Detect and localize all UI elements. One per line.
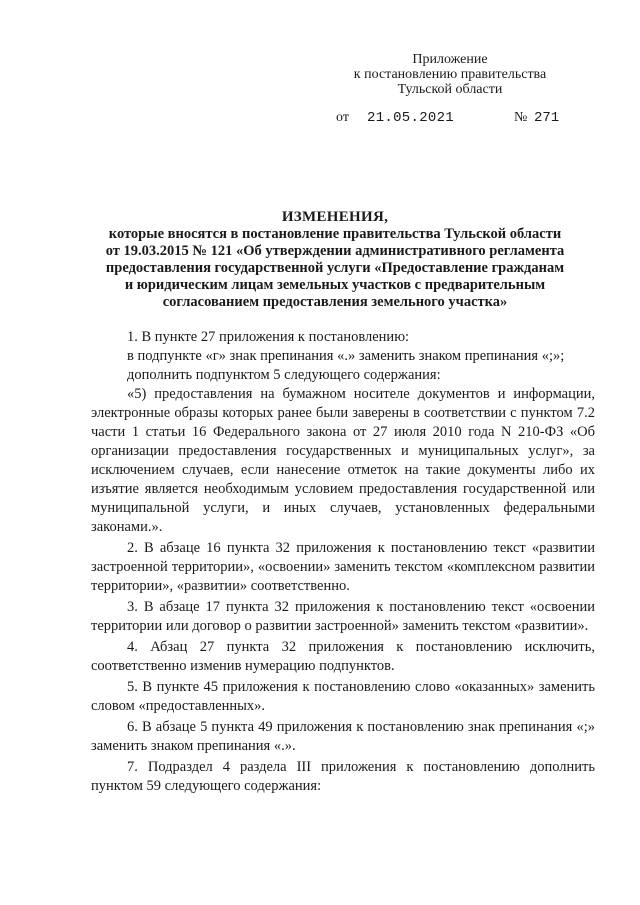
paragraph-item-7: 7. Подраздел 4 раздела III приложения к постановлению дополнить пунктом 59 следующего содержания:	[91, 759, 595, 794]
paragraph-subitem: в подпункте «г» знак препинания «.» заменить знаком препинания «;»;	[127, 348, 565, 364]
header-region-label: Тульской области	[397, 82, 503, 97]
document-number: 271	[534, 110, 560, 126]
title-line: согласованием предоставления земельного участка»	[162, 294, 508, 310]
paragraph-subitem: дополнить подпунктом 5 следующего содержания:	[127, 367, 441, 383]
title-main: ИЗМЕНЕНИЯ,	[281, 209, 389, 225]
date-number-line	[0, 110, 640, 128]
header-resolution-label: к постановлению правительства	[353, 67, 547, 82]
document-header	[330, 52, 570, 97]
header-appendix-label: Приложение	[412, 52, 488, 67]
document-title	[80, 209, 590, 311]
title-line: и юридическим лицам земельных участков с предварительным	[124, 277, 546, 293]
number-sign: №	[514, 110, 528, 125]
paragraph-item-3: 3. В абзаце 17 пункта 32 приложения к постановлению текст «освоении территории или договор о развитии застроенной» заменить текстом «развитии».	[91, 599, 595, 634]
paragraph-item-2: 2. В абзаце 16 пункта 32 приложения к постановлению текст «развитии застроенной территории», «освоении» заменить текстом «комплексном развитии территории», «развитии» соответственно.	[91, 540, 595, 594]
title-line: от 19.03.2015 № 121 «Об утверждении административного регламента	[105, 243, 565, 259]
paragraph-item-4: 4. Абзац 27 пункта 32 приложения к постановлению исключить, соответственно изменив нумерацию подпунктов.	[91, 639, 595, 674]
paragraph-item-1: 1. В пункте 27 приложения к постановлению:	[127, 329, 410, 345]
date-prefix: от	[336, 110, 349, 125]
paragraph-quote: «5) предоставления на бумажном носителе документов и информации, электронные образы которых ранее были заверены в соответствии с пунктом 7.2 части 1 статьи 16 Федерального закона от 27 июля 2010 года N 210-ФЗ «Об организации предоставления государственных и муниципальных услуг», за исключением случаев, если нанесение отметок на такие документы либо их изъятие является необходимым условием предоставления государственной или муниципальной услуги, и иных случаев, установленных федеральными законами.».	[91, 386, 595, 535]
paragraph-item-5: 5. В пункте 45 приложения к постановлению слово «оказанных» заменить словом «предоставленных».	[91, 679, 595, 714]
paragraph-item-6: 6. В абзаце 5 пункта 49 приложения к постановлению знак препинания «;» заменить знаком препинания «.».	[91, 719, 595, 754]
title-line: которые вносятся в постановление правительства Тульской области	[108, 226, 562, 242]
document-body	[91, 328, 595, 796]
document-date: 21.05.2021	[367, 110, 455, 126]
title-line: предоставления государственной услуги «Предоставление гражданам	[105, 260, 565, 276]
